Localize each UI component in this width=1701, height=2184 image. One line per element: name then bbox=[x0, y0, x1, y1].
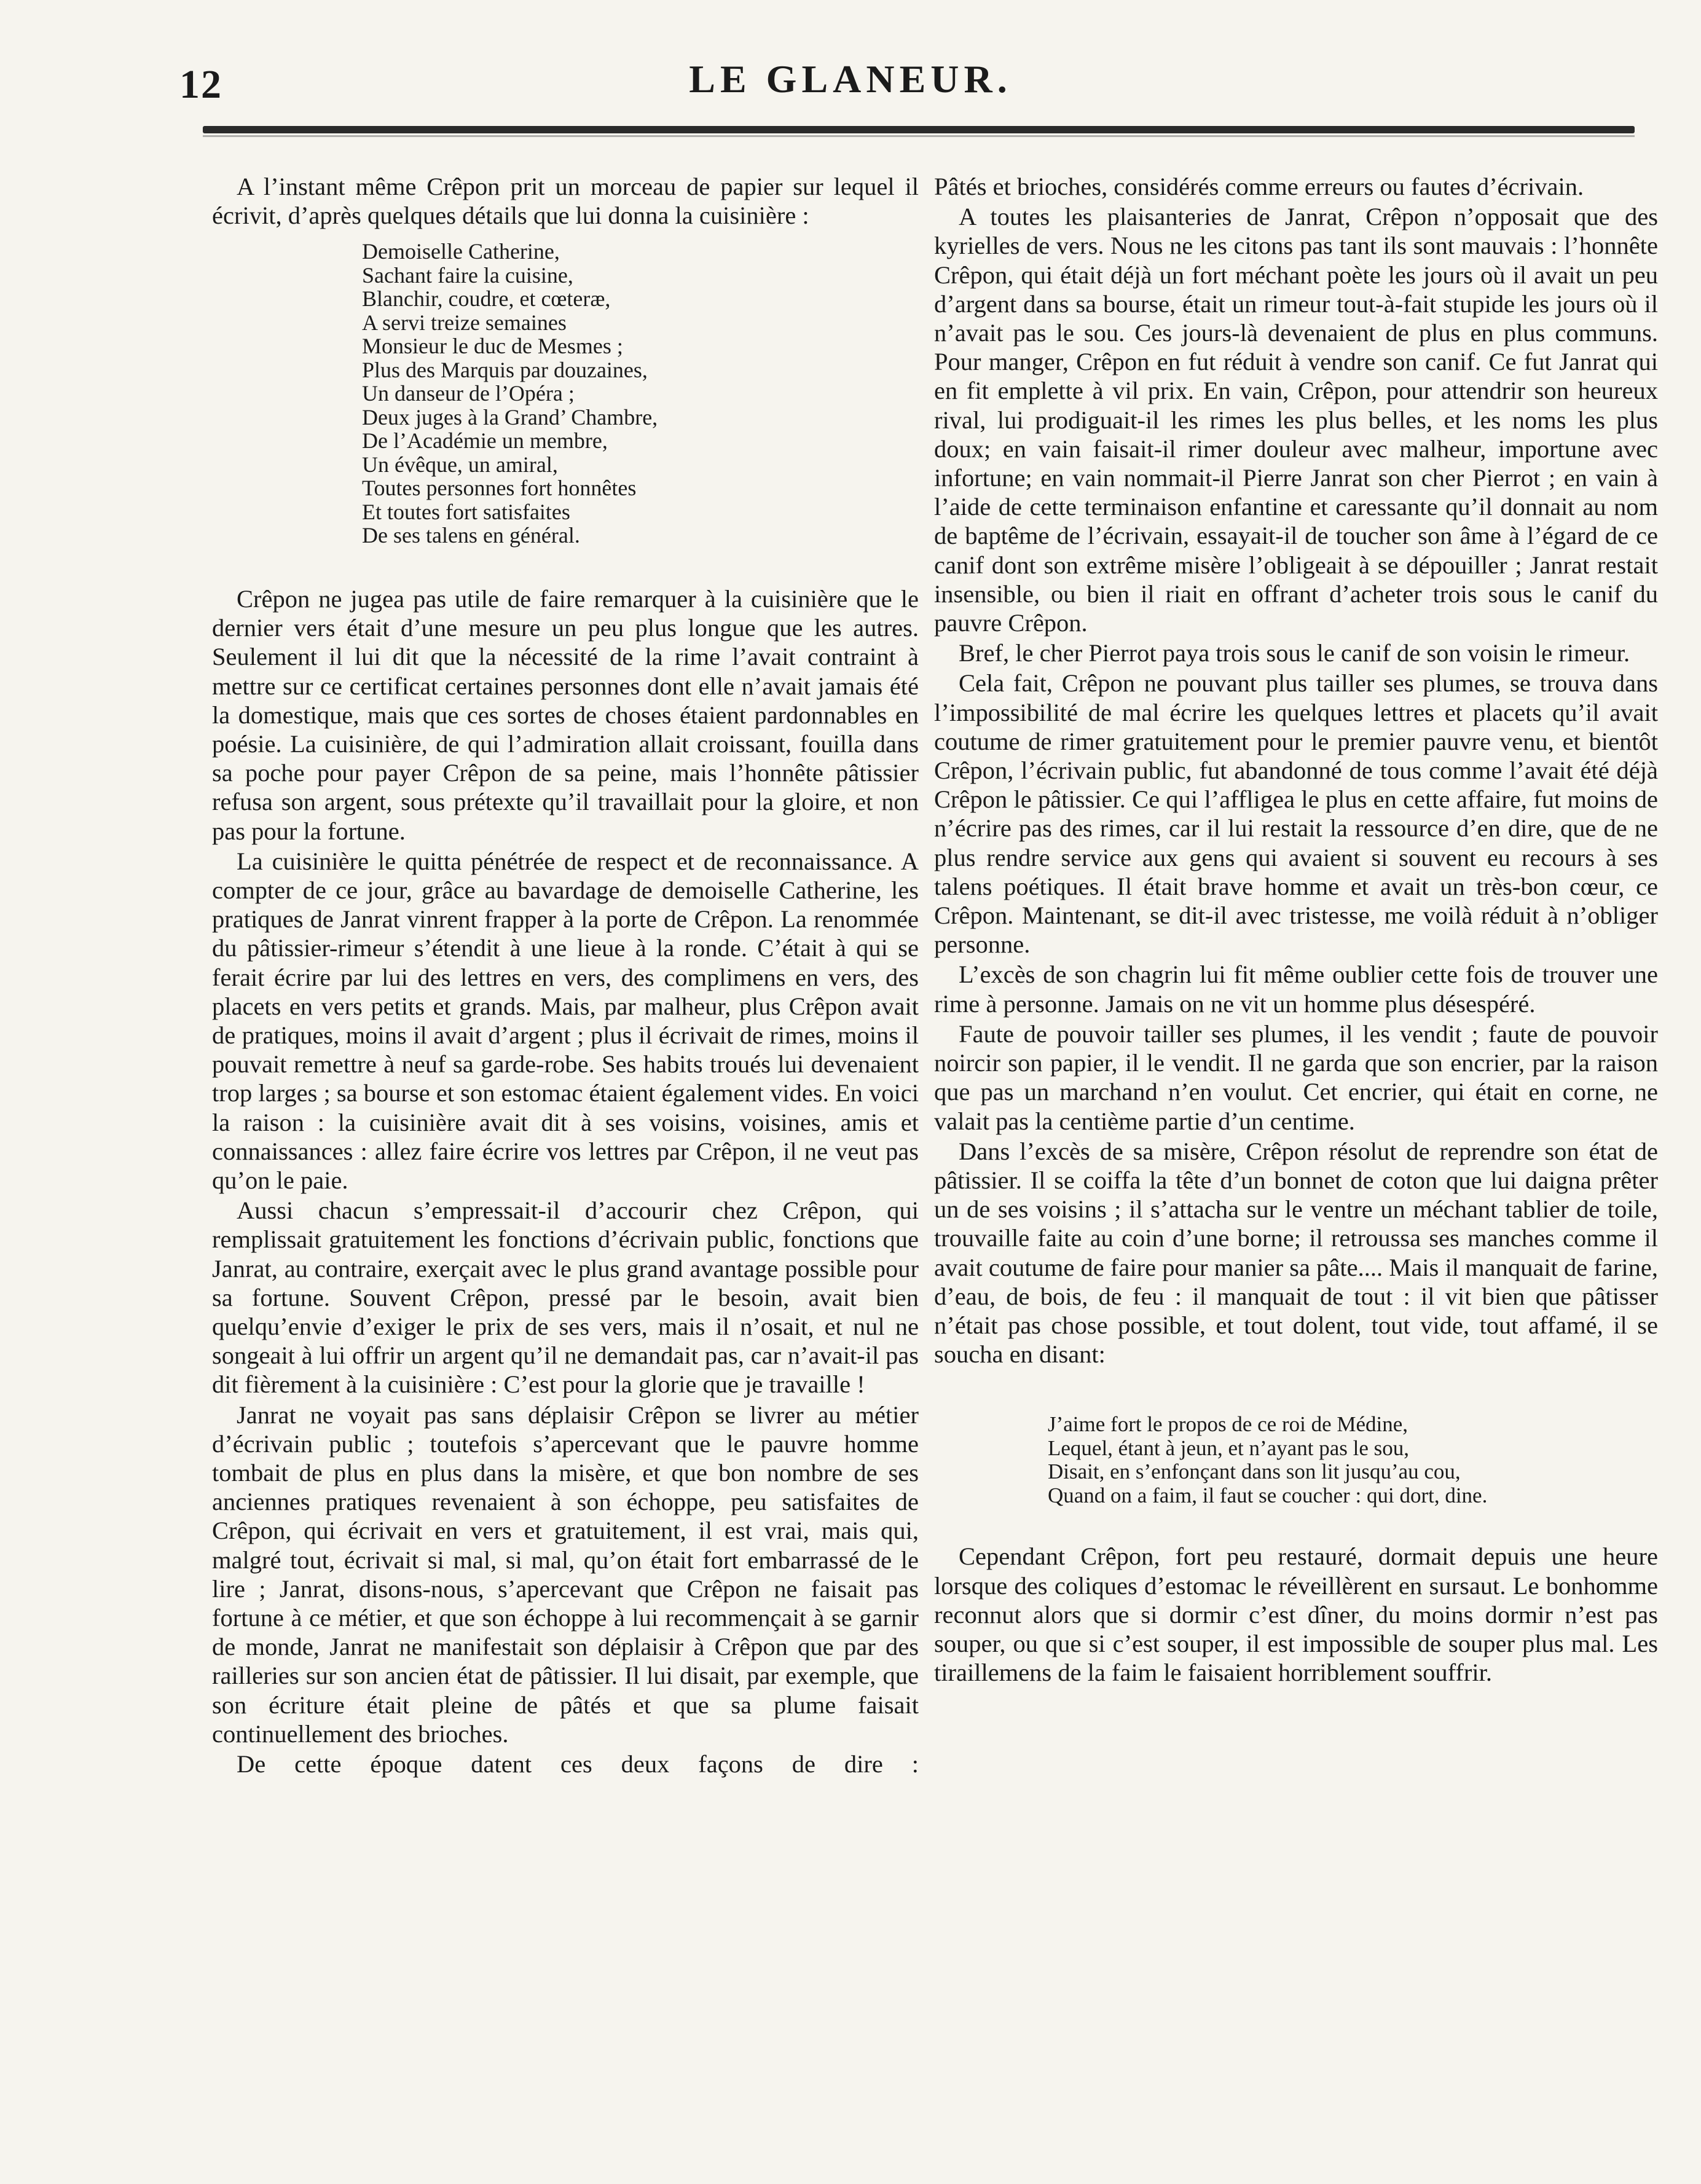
paragraph: Cela fait, Crêpon ne pouvant plus tailler ses plumes, se trouva dans l’impossibilité de mal écrire les quelques lettres et placets qu’il avait coutume de rimer gratuitement pour le premier pauvre venu, et bientôt Crêpon, l’écrivain public, fut abandonné de tous comme l’avait été déjà Crêpon le pâtissier. Ce qui l’affligea le plus en cette affaire, fut moins de n’écrire pas des rimes, car il lui restait la ressource d’en dire, que de ne plus rendre service aux gens qui avaient si souvent eu recours à ses talens poétiques. Il était brave homme et avait un très-bon cœur, ce Crêpon. Maintenant, se dit-il avec tristesse, me voilà réduit à n’obliger personne. bbox=[934, 669, 1658, 959]
verse-line: Un danseur de l’Opéra ; bbox=[362, 381, 575, 406]
paragraph: A l’instant même Crêpon prit un morceau de papier sur lequel il écrivit, d’après quelques détails que lui donna la cuisinière : bbox=[212, 173, 919, 230]
running-title: LE GLANEUR. bbox=[689, 57, 1012, 101]
paragraph: Crêpon ne jugea pas utile de faire remarquer à la cuisinière que le dernier vers était d’une mesure un peu plus longue que les autres. Seulement il lui dit que la nécessité de la rime l’avait contraint à mettre sur ce certificat certaines personnes dont elle n’avait jamais été la domestique, mais que ces sortes de choses étaient pardonnables en poésie. La cuisinière, de qui l’admiration allait croissant, fouilla dans sa poche pour payer Crêpon de sa peine, mais l’honnête pâtissier refusa son argent, sous prétexte qu’il travaillait pour la gloire, et non pas pour la fortune. bbox=[212, 584, 919, 845]
paragraph: L’excès de son chagrin lui fit même oublier cette fois de trouver une rime à personne. Jamais on ne vit un homme plus désespéré. bbox=[934, 960, 1658, 1018]
header-rule-shadow bbox=[203, 135, 1635, 137]
verse-line: Quand on a faim, il faut se coucher : qui dort, dine. bbox=[1048, 1483, 1488, 1507]
verse-line: Monsieur le duc de Mesmes ; bbox=[362, 334, 623, 359]
paragraph: Aussi chacun s’empressait-il d’accourir chez Crêpon, qui remplissait gratuitement les fonctions d’écrivain public, fonctions que Janrat, au contraire, exerçait avec le plus grand avantage possible pour sa fortune. Souvent Crêpon, pressé par le besoin, avait bien quelqu’envie d’exiger le prix de ses vers, mais il n’osait, et nul ne songeait à lui offrir un argent qu’il ne demandait pas, car n’avait-il pas dit fièrement à la cuisinière : C’est pour la glorie que je travaille ! bbox=[212, 1196, 919, 1399]
right-column bbox=[934, 172, 1658, 1688]
paragraph: A toutes les plaisanteries de Janrat, Crêpon n’opposait que des kyrielles de vers. Nous ne les citons pas tant ils sont mauvais : l’honnête Crêpon, qui était déjà un fort méchant poète les jours où il avait un peu d’argent dans sa bourse, était un rimeur tout-à-fait stupide les jours où il n’avait pas le sou. Ces jours-là devenaient de plus en plus communs. Pour manger, Crêpon en fut réduit à vendre son canif. Ce fut Janrat qui en fit emplette à vil prix. En vain, Crêpon, pour attendrir son heureux rival, lui prodiguait-il les rimes les plus belles, et les noms les plus doux; en vain faisait-il rimer douleur avec malheur, importune avec infortune; en vain nommait-il Pierre Janrat son cher Pierrot ; en vain à l’aide de cette terminaison enfantine et caressante qu’il donnait au nom de baptême de l’écrivain, essayait-il de toucher son âme à l’égard de ce canif dont son extrême misère l’obligeait à se dépouiller ; Janrat restait insensible, ou bien il riait en offrant d’acheter trois sous le canif du pauvre Crêpon. bbox=[934, 203, 1658, 637]
verse-line: De l’Académie un membre, bbox=[362, 428, 608, 454]
verse-line: Et toutes fort satisfaites bbox=[362, 499, 570, 524]
quatrain-verse bbox=[934, 1413, 1658, 1507]
verse-line: Un évêque, un amiral, bbox=[362, 452, 558, 477]
paragraph: Dans l’excès de sa misère, Crêpon résolut de reprendre son état de pâtissier. Il se coiffa la tête d’un bonnet de coton que lui daigna prêter un de ses voisins ; il s’attacha sur le ventre un méchant tablier de toile, trouvaille faite au coin d’une borne; il retroussa ses manches comme il avait coutume de faire pour manier sa pâte.... Mais il manquait de farine, d’eau, de bois, de feu : il manquait de tout : il vit bien que pâtisser n’était pas chose possible, et tout dolent, tout vide, tout affamé, il se soucha en disant: bbox=[934, 1137, 1658, 1369]
verse-line: A servi treize semaines bbox=[362, 310, 567, 335]
paragraph: De cette époque datent ces deux façons de dire : bbox=[237, 1750, 919, 1778]
paragraph: Pâtés et brioches, considérés comme erreurs ou fautes d’écrivain. bbox=[934, 173, 1584, 200]
paragraph: Janrat ne voyait pas sans déplaisir Crêpon se livrer au métier d’écrivain public ; toutefois s’apercevant que le pauvre homme tombait de plus en plus dans la misère, et que bon nombre de ses anciennes pratiques revenaient à son échoppe, peu satisfaites de Crêpon, qui écrivait en vers et gratuitement, il est vrai, mais qui, malgré tout, écrivait si mal, si mal, qu’on était fort embarrassé de le lire ; Janrat, disons-nous, s’apercevant que Crêpon ne faisait pas fortune à ce métier, et que son échoppe à lui recommençait à se garnir de monde, Janrat ne manifestait son déplaisir à Crêpon que par des railleries sur son ancien état de pâtissier. Il lui disait, par exemple, que son écriture était pleine de pâtés et que sa plume faisait continuellement des brioches. bbox=[212, 1400, 919, 1748]
verse-line: J’aime fort le propos de ce roi de Médine, bbox=[1048, 1412, 1408, 1437]
paragraph: La cuisinière le quitta pénétrée de respect et de reconnaissance. A compter de ce jour, grâce au bavardage de demoiselle Catherine, les pratiques de Janrat vinrent frapper à la porte de Crêpon. La renommée du pâtissier-rimeur s’étendit à une lieue à la ronde. C’était à qui se ferait écrire par lui des lettres en vers, des complimens en vers, des placets en vers petits et grands. Mais, par malheur, plus Crêpon avait de pratiques, moins il avait d’argent ; plus il écrivait de rimes, moins il pouvait remettre à neuf sa garde-robe. Ses habits troués lui devenaient trop larges ; sa bourse et son estomac étaient également vides. En voici la raison : la cuisinière avait dit à ses voisins, voisines, amis et connaissances : allez faire écrire vos lettres par Crêpon, il ne veut pas qu’on le paie. bbox=[212, 847, 919, 1194]
verse-line: Toutes personnes fort honnêtes bbox=[362, 476, 637, 501]
paragraph: Bref, le cher Pierrot paya trois sous le canif de son voisin le rimeur. bbox=[959, 639, 1630, 667]
verse-line: Deux juges à la Grand’ Chambre, bbox=[362, 404, 658, 430]
page-header bbox=[0, 0, 1701, 141]
certificate-verse bbox=[212, 240, 919, 548]
verse-line: Blanchir, coudre, et cœteræ, bbox=[362, 286, 611, 312]
paragraph: Cependant Crêpon, fort peu restauré, dormait depuis une heure lorsque des coliques d’estomac le réveillèrent en sursaut. Le bonhomme reconnut alors que si dormir c’est dîner, du moins dormir n’est pas souper, ou que si c’est souper, il est impossible de souper plus mal. Les tiraillemens de la faim le faisaient horriblement souffrir. bbox=[934, 1542, 1658, 1687]
header-rule bbox=[203, 126, 1635, 133]
verse-line: Sachant faire la cuisine, bbox=[362, 262, 573, 288]
verse-line: Lequel, étant à jeun, et n’ayant pas le sou, bbox=[1048, 1436, 1409, 1460]
verse-line: Disait, en s’enfonçant dans son lit jusqu’au cou, bbox=[1048, 1459, 1461, 1484]
verse-line: Demoiselle Catherine, bbox=[362, 239, 560, 264]
page-number: 12 bbox=[179, 62, 222, 107]
paragraph: Faute de pouvoir tailler ses plumes, il les vendit ; faute de pouvoir noircir son papier, il le vendit. Il ne garda que son encrier, par la raison que pas un marchand n’en voulut. Cet encrier, qui était en corne, ne valait pas la centième partie d’un centime. bbox=[934, 1019, 1658, 1135]
verse-line: Plus des Marquis par douzaines, bbox=[362, 357, 648, 382]
verse-line: De ses talens en général. bbox=[362, 523, 580, 548]
left-column bbox=[212, 172, 919, 1780]
